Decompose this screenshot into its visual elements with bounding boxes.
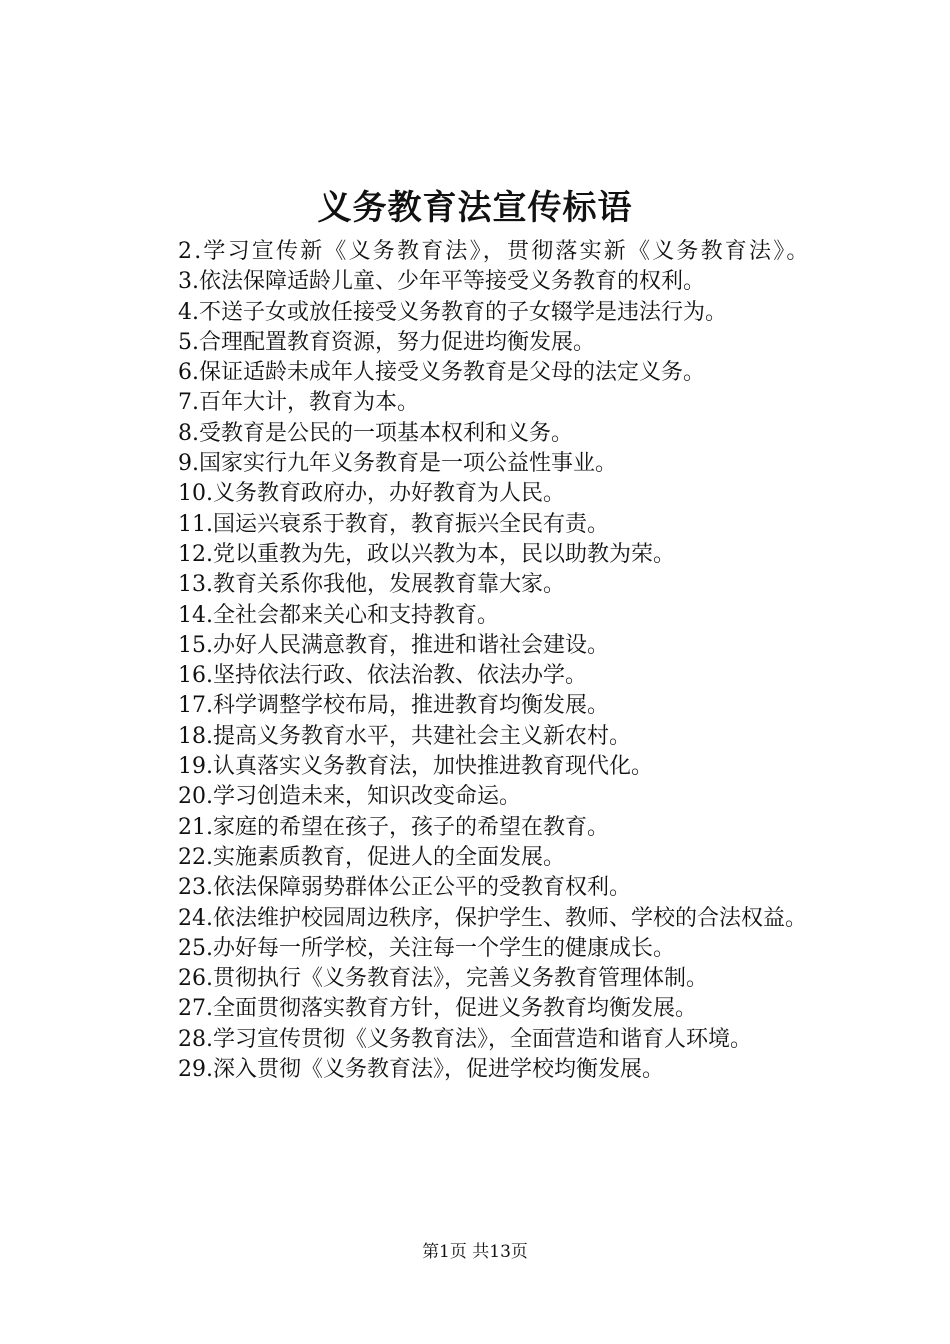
slogan-paragraph: 26.贯彻执行《义务教育法》，完善义务教育管理体制。 — [178, 966, 708, 992]
slogan-paragraph: 20.学习创造未来，知识改变命运。 — [178, 784, 521, 810]
slogan-paragraph: 29.深入贯彻《义务教育法》，促进学校均衡发展。 — [178, 1057, 664, 1083]
slogan-paragraph: 3.依法保障适龄儿童、少年平等接受义务教育的权利。 — [178, 269, 705, 295]
document-body — [128, 237, 838, 1109]
slogan-paragraph: 18.提高义务教育水平，共建社会主义新农村。 — [178, 723, 631, 749]
document-title: 义务教育法宣传标语 — [317, 188, 633, 228]
slogan-paragraph: 28.学习宣传贯彻《义务教育法》，全面营造和谐育人环境。 — [178, 1026, 752, 1052]
slogan-paragraph: 21.家庭的希望在孩子，孩子的希望在教育。 — [178, 814, 609, 840]
slogan-paragraph: 6.保证适龄未成年人接受义务教育是父母的法定义务。 — [178, 360, 705, 386]
slogan-paragraph: 19.认真落实义务教育法，加快推进教育现代化。 — [178, 754, 653, 780]
slogan-paragraph: 16.坚持依法行政、依法治教、依法办学。 — [178, 663, 587, 689]
slogan-paragraph: 9.国家实行九年义务教育是一项公益性事业。 — [178, 451, 617, 477]
slogan-paragraph: 15.办好人民满意教育，推进和谐社会建设。 — [178, 632, 609, 658]
slogan-paragraph: 13.教育关系你我他，发展教育靠大家。 — [178, 572, 565, 598]
slogan-paragraph: 27.全面贯彻落实教育方针，促进义务教育均衡发展。 — [178, 996, 697, 1022]
slogan-paragraph: 8.受教育是公民的一项基本权利和义务。 — [178, 420, 573, 446]
slogan-paragraph: 23.依法保障弱势群体公正公平的受教育权利。 — [178, 875, 631, 901]
slogan-paragraph: 11.国运兴衰系于教育，教育振兴全民有责。 — [178, 511, 609, 537]
slogan-paragraph: 22.实施素质教育，促进人的全面发展。 — [178, 844, 565, 870]
slogan-paragraph: 4.不送子女或放任接受义务教育的子女辍学是违法行为。 — [178, 299, 727, 325]
slogan-paragraph: 7.百年大计，教育为本。 — [178, 390, 419, 416]
slogan-paragraph: 24.依法维护校园周边秩序，保护学生、教师、学校的合法权益。 — [178, 905, 807, 931]
slogan-paragraph: 12.党以重教为先，政以兴教为本，民以助教为荣。 — [178, 541, 675, 567]
slogan-paragraph: 14.全社会都来关心和支持教育。 — [178, 602, 499, 628]
slogan-paragraph: 5.合理配置教育资源，努力促进均衡发展。 — [178, 329, 595, 355]
page-number-footer: 第1页 共13页 — [422, 1242, 528, 1262]
slogan-paragraph: 25.办好每一所学校，关注每一个学生的健康成长。 — [178, 935, 675, 961]
slogan-paragraph: 10.义务教育政府办，办好教育为人民。 — [178, 481, 565, 507]
slogan-paragraph: 17.科学调整学校布局，推进教育均衡发展。 — [178, 693, 609, 719]
slogan-paragraph: 2.学习宣传新《义务教育法》，贯彻落实新《义务教育法》。 — [178, 239, 811, 264]
